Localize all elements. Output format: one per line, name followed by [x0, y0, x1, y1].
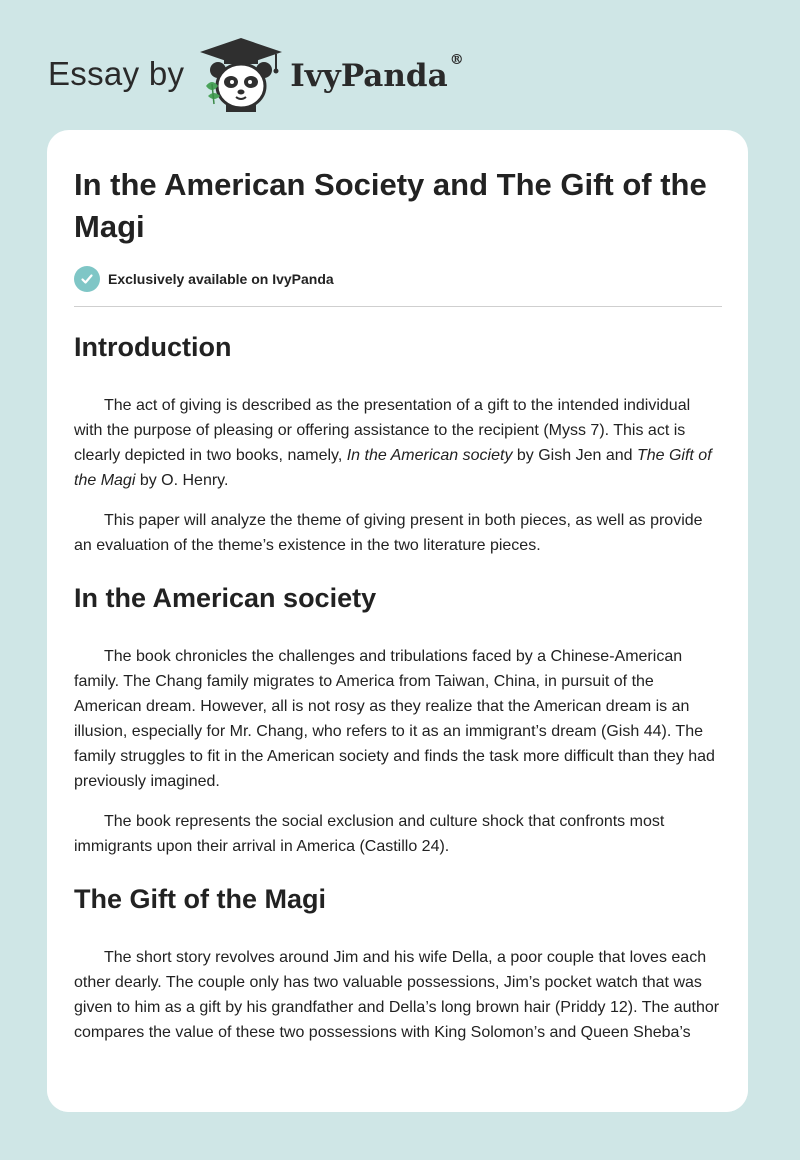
card-bottom-fade	[47, 1042, 748, 1112]
american-society-paragraph-2: The book represents the social exclusion and culture shock that confronts most immigrants upon their arrival in America (Castillo 24).	[74, 813, 665, 855]
essay-title: In the American Society and The Gift of the Magi	[74, 167, 707, 244]
book-title-gift-of-magi: The Gift of the Magi	[74, 447, 712, 489]
intro-paragraph-1	[74, 393, 722, 493]
registered-mark: ®	[449, 52, 464, 68]
section-heading-american-society: In the American society	[74, 583, 377, 613]
section-heading-introduction: Introduction	[74, 332, 232, 362]
exclusive-label: Exclusively available on IvyPanda	[108, 271, 334, 287]
brand-label: IvyPanda	[290, 58, 448, 94]
intro-text-1: The act of giving is described as the presentation of a gift to the intended individual with the purpose of pleasing or offering assistance to the recipient (Myss 7). This act is clearly depicted in two books, namely,	[74, 397, 691, 464]
exclusive-banner	[74, 266, 722, 307]
book-title-american-society: In the American society	[346, 447, 513, 464]
american-society-paragraph-1: The book chronicles the challenges and tribulations faced by a Chinese-American family. The Chang family migrates to America from Taiwan, China, in pursuit of the American dream. However, all is not rosy as they realize that the American dream is an illusion, especially for Mr. Chang, who refers to it as an immigrant’s dream (Gish 44). The family struggles to fit in the American society and finds the task more difficult than they had previously imagined.	[74, 648, 715, 790]
intro-text-3: by O. Henry.	[135, 472, 229, 489]
brand-name[interactable]	[290, 52, 464, 94]
ivypanda-logo-icon[interactable]	[198, 34, 284, 114]
check-icon	[74, 266, 100, 292]
intro-text-2: by Gish Jen and	[512, 447, 637, 464]
site-header	[48, 34, 464, 114]
essay-by-label: Essay by	[48, 55, 185, 92]
section-heading-gift-of-magi: The Gift of the Magi	[74, 884, 326, 914]
essay-card	[47, 130, 748, 1112]
gift-of-magi-paragraph-1: The short story revolves around Jim and his wife Della, a poor couple that loves each other dearly. The couple only has two valuable possessions, Jim’s pocket watch that was given to him as a gift by his grandfather and Della’s long brown hair (Priddy 12). The author compares the value of these two possessions with King Solomon’s and Queen Sheba’s	[74, 949, 720, 1041]
intro-paragraph-2: This paper will analyze the theme of giving present in both pieces, as well as provide an evaluation of the theme’s existence in the two literature pieces.	[74, 512, 703, 554]
